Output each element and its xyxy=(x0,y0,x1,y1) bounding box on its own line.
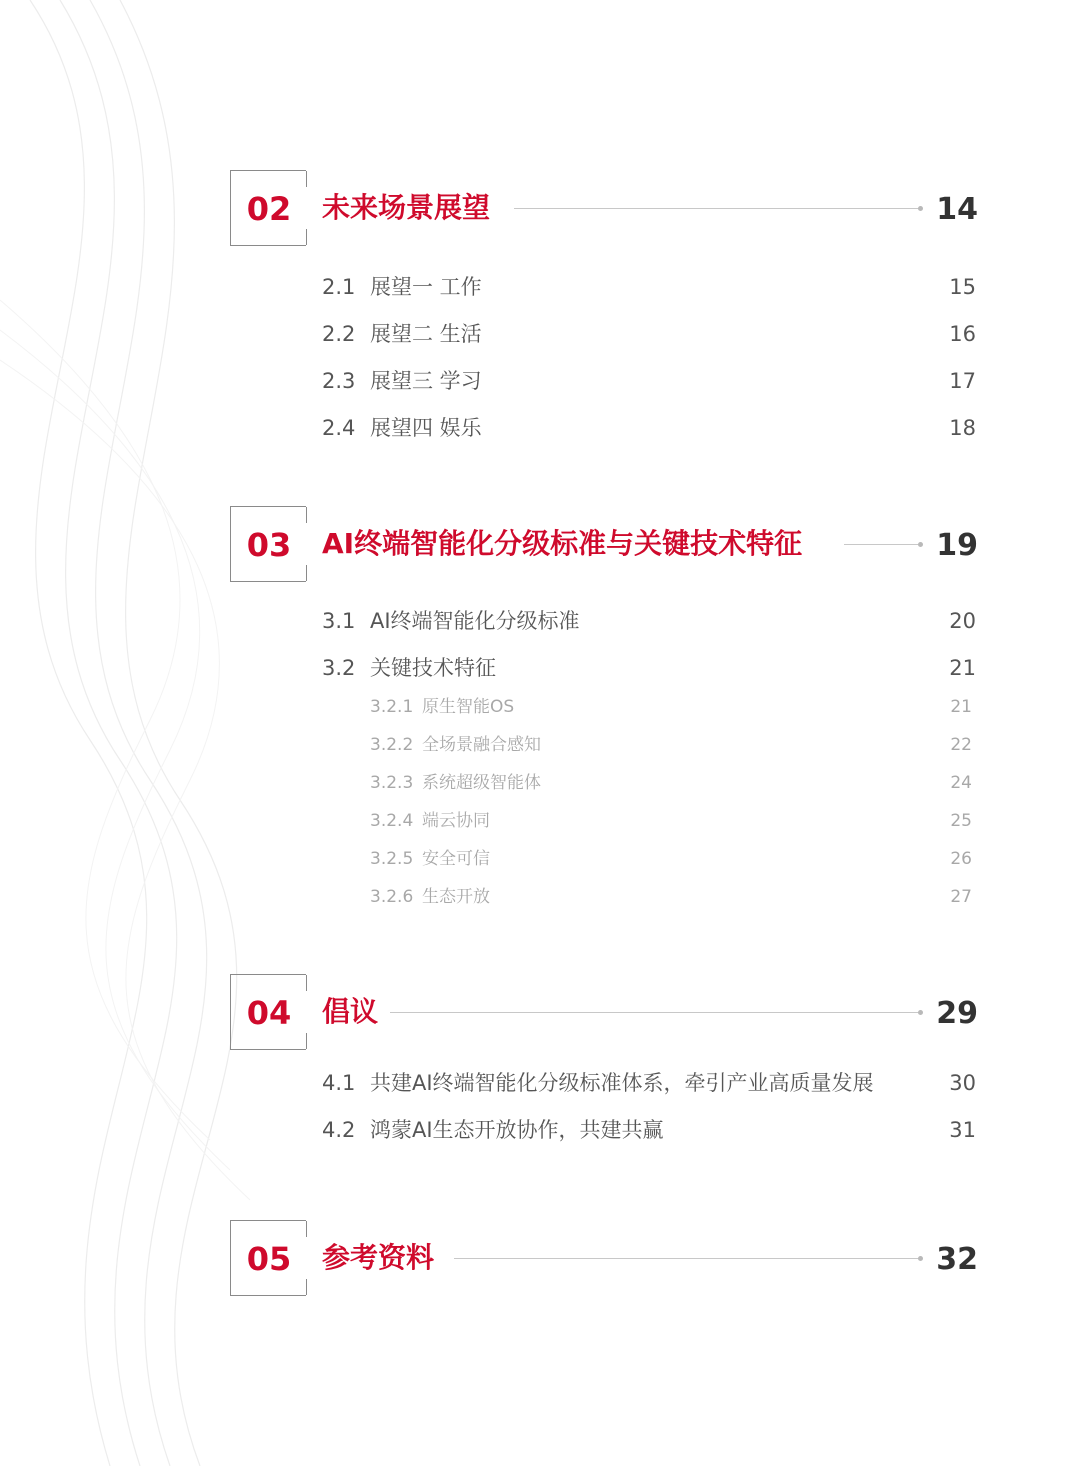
subsection-title: 生态开放 xyxy=(422,887,490,907)
subsection-title: 安全可信 xyxy=(422,849,490,869)
chapter-page-number: 29 xyxy=(936,996,978,1031)
section-number: 3.1 xyxy=(322,609,356,633)
chapter-number: 02 xyxy=(246,190,292,228)
section-title: AI终端智能化分级标准 xyxy=(370,609,580,633)
section-title: 共建AI终端智能化分级标准体系，牵引产业高质量发展 xyxy=(370,1071,874,1095)
chapter-title: 倡议 xyxy=(322,995,379,1028)
chapter-number-box xyxy=(230,506,306,582)
toc-subsection-row[interactable] xyxy=(370,808,972,834)
toc-subsection-row[interactable] xyxy=(370,770,972,796)
subsection-number: 3.2.4 xyxy=(370,811,414,831)
chapter-page-number: 14 xyxy=(936,192,978,227)
chapter-page-number: 19 xyxy=(936,528,978,563)
section-number: 4.1 xyxy=(322,1071,356,1095)
subsection-number: 3.2.5 xyxy=(370,849,414,869)
chapter-title: 参考资料 xyxy=(322,1241,435,1274)
chapter-heading[interactable] xyxy=(230,1220,990,1298)
section-page-number: 21 xyxy=(949,656,976,680)
section-title: 展望一 工作 xyxy=(370,275,482,299)
chapter-number: 05 xyxy=(246,1240,292,1278)
section-title: 展望二 生活 xyxy=(370,322,482,346)
toc-section-row[interactable] xyxy=(322,606,976,636)
section-page-number: 18 xyxy=(949,416,976,440)
subsection-page-number: 22 xyxy=(950,735,972,755)
toc-section-row[interactable] xyxy=(322,319,976,349)
toc-subsection-row[interactable] xyxy=(370,694,972,720)
leader-dot xyxy=(918,542,923,547)
leader-line xyxy=(390,1012,920,1013)
section-title: 关键技术特征 xyxy=(370,656,496,680)
chapter-number: 04 xyxy=(246,994,292,1032)
chapter-number-box xyxy=(230,1220,306,1296)
section-number: 2.3 xyxy=(322,369,356,393)
toc-section-row[interactable] xyxy=(322,1068,976,1098)
section-number: 2.1 xyxy=(322,275,356,299)
subsection-page-number: 26 xyxy=(950,849,972,869)
subsection-page-number: 21 xyxy=(950,697,972,717)
subsection-title: 系统超级智能体 xyxy=(422,773,541,793)
section-title: 展望四 娱乐 xyxy=(370,416,482,440)
section-number: 4.2 xyxy=(322,1118,356,1142)
section-number: 2.2 xyxy=(322,322,356,346)
subsection-number: 3.2.2 xyxy=(370,735,414,755)
leader-dot xyxy=(918,206,923,211)
chapter-title: AI终端智能化分级标准与关键技术特征 xyxy=(322,527,803,560)
leader-line xyxy=(514,208,920,209)
subsection-number: 3.2.3 xyxy=(370,773,414,793)
chapter-number-box xyxy=(230,170,306,246)
section-page-number: 16 xyxy=(949,322,976,346)
subsection-page-number: 24 xyxy=(950,773,972,793)
section-page-number: 17 xyxy=(949,369,976,393)
toc-subsection-row[interactable] xyxy=(370,846,972,872)
toc-section-row[interactable] xyxy=(322,1115,976,1145)
section-page-number: 31 xyxy=(949,1118,976,1142)
subsection-page-number: 27 xyxy=(950,887,972,907)
leader-line xyxy=(844,544,920,545)
chapter-heading[interactable] xyxy=(230,506,990,584)
leader-dot xyxy=(918,1010,923,1015)
section-number: 2.4 xyxy=(322,416,356,440)
toc-section-row[interactable] xyxy=(322,653,976,683)
subsection-page-number: 25 xyxy=(950,811,972,831)
toc-section-row[interactable] xyxy=(322,272,976,302)
chapter-heading[interactable] xyxy=(230,974,990,1052)
subsection-number: 3.2.6 xyxy=(370,887,414,907)
chapter-title: 未来场景展望 xyxy=(322,191,491,224)
section-page-number: 20 xyxy=(949,609,976,633)
subsection-title: 端云协同 xyxy=(422,811,490,831)
section-page-number: 30 xyxy=(949,1071,976,1095)
toc-subsection-row[interactable] xyxy=(370,732,972,758)
subsection-title: 原生智能OS xyxy=(422,697,515,717)
section-title: 展望三 学习 xyxy=(370,369,482,393)
chapter-heading[interactable] xyxy=(230,170,990,248)
subsection-number: 3.2.1 xyxy=(370,697,414,717)
leader-dot xyxy=(918,1256,923,1261)
chapter-number: 03 xyxy=(246,526,292,564)
leader-line xyxy=(454,1258,920,1259)
chapter-page-number: 32 xyxy=(936,1242,978,1277)
section-number: 3.2 xyxy=(322,656,356,680)
chapter-number-box xyxy=(230,974,306,1050)
section-page-number: 15 xyxy=(949,275,976,299)
subsection-title: 全场景融合感知 xyxy=(422,735,541,755)
toc-section-row[interactable] xyxy=(322,366,976,396)
toc-section-row[interactable] xyxy=(322,413,976,443)
toc-subsection-row[interactable] xyxy=(370,884,972,910)
section-title: 鸿蒙AI生态开放协作，共建共赢 xyxy=(370,1118,664,1142)
